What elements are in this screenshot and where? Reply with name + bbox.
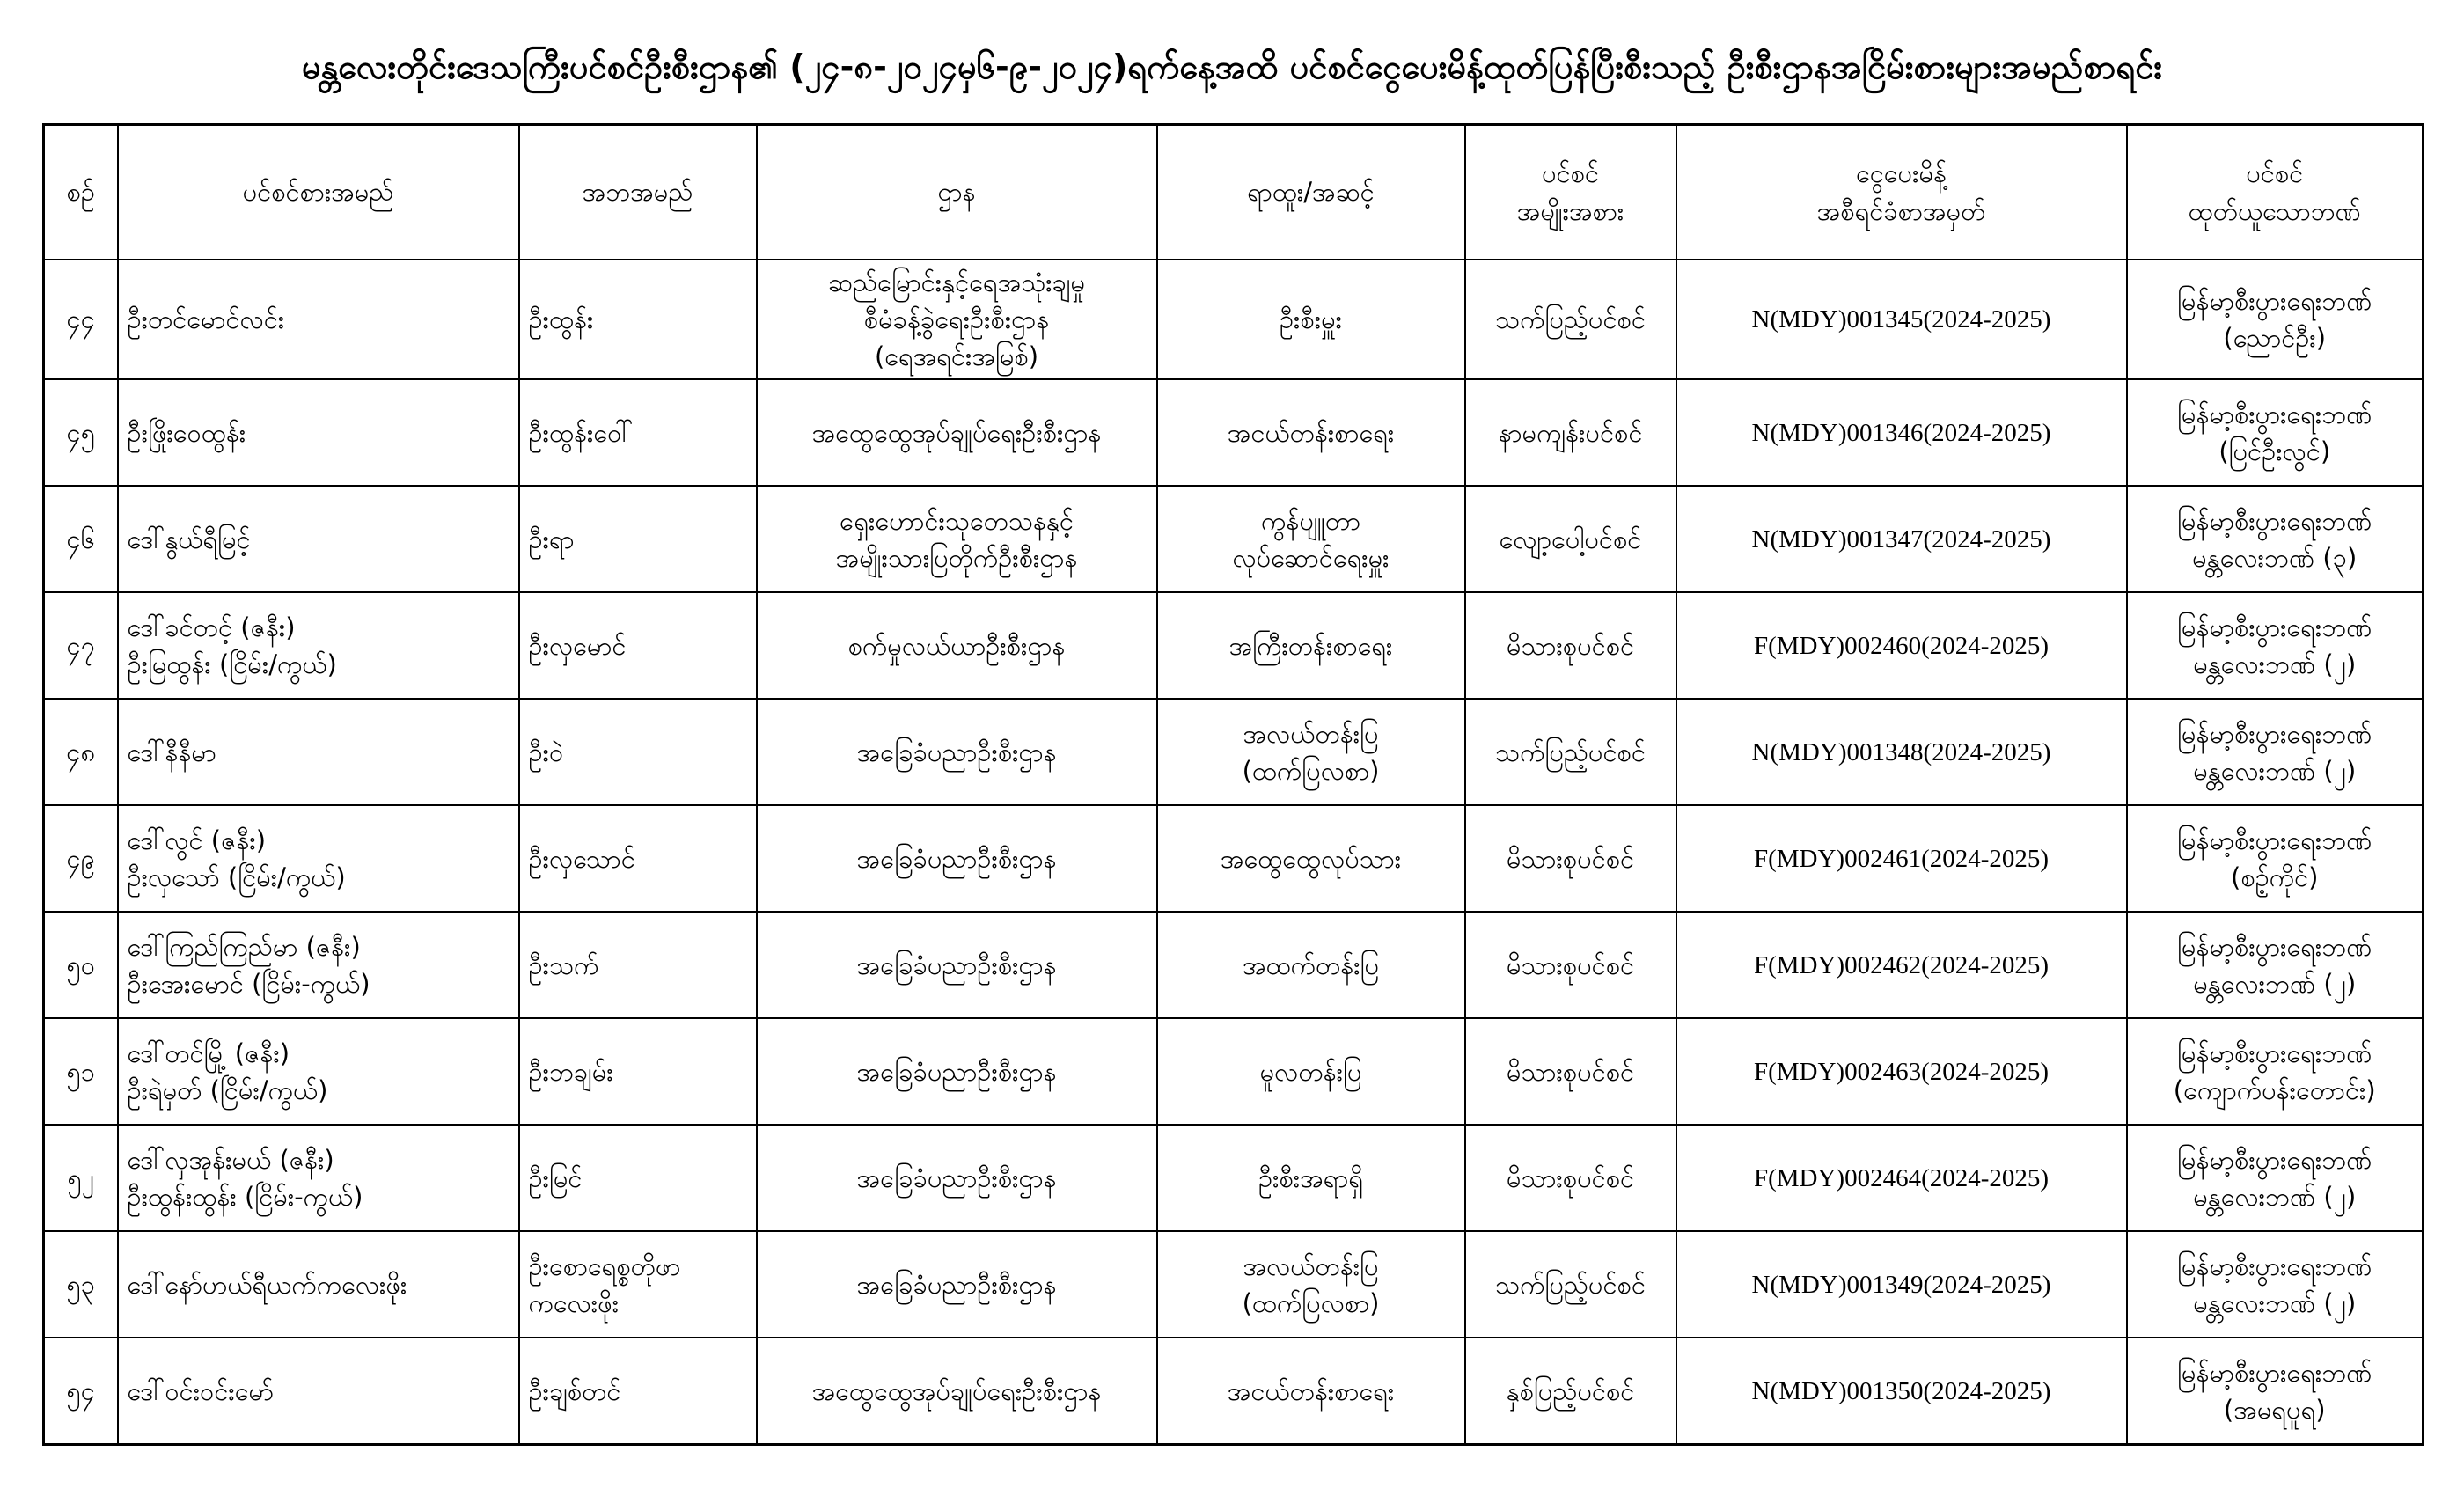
cell-pension-type xyxy=(1465,1125,1676,1231)
cell-pensioner-name xyxy=(118,486,519,592)
cell-father-name-line: ဦးထွန်းဝေါ် xyxy=(528,417,634,448)
header-report-number-line: ငွေပေးမိန့် xyxy=(1855,158,1947,189)
cell-bank xyxy=(2127,260,2424,379)
cell-department xyxy=(757,1338,1157,1445)
cell-bank xyxy=(2127,1338,2424,1445)
table-row xyxy=(44,1125,2424,1231)
cell-father-name xyxy=(519,486,757,592)
cell-pension-type-line: လျော့ပေါ့ပင်စင် xyxy=(1499,524,1642,554)
cell-bank-line: မြန်မာ့စီးပွားရေးဘဏ် xyxy=(2177,825,2372,855)
cell-bank-line: မြန်မာ့စီးပွားရေးဘဏ် xyxy=(2177,399,2372,429)
cell-father-name-line: ဦးဝဲ xyxy=(528,737,564,767)
cell-number: ၄၄ xyxy=(44,260,118,379)
cell-pension-type-line: သက်ပြည့်ပင်စင် xyxy=(1495,737,1646,767)
cell-rank xyxy=(1157,1338,1465,1445)
cell-report-number: N(MDY)001348(2024-2025) xyxy=(1676,699,2127,805)
cell-bank xyxy=(2127,1231,2424,1338)
cell-pension-type xyxy=(1465,486,1676,592)
cell-father-name-line: ကလေးဖိုး xyxy=(528,1287,620,1318)
cell-department-line: ဆည်မြောင်းနှင့်ရေအသုံးချမှု xyxy=(827,268,1086,297)
cell-department xyxy=(757,260,1157,379)
cell-bank-line: မန္တလေးဘဏ် (၂) xyxy=(2193,755,2357,786)
cell-department xyxy=(757,486,1157,592)
header-father: အဘအမည် xyxy=(519,125,757,260)
cell-bank-line: (စဉ့်ကိုင်) xyxy=(2231,862,2319,892)
cell-bank-line: မန္တလေးဘဏ် (၃) xyxy=(2192,542,2358,573)
cell-report-number: N(MDY)001350(2024-2025) xyxy=(1676,1338,2127,1445)
cell-department-line: အခြေခံပညာဦးစီးဌာန xyxy=(856,1056,1057,1087)
cell-number: ၅၀ xyxy=(44,912,118,1018)
cell-rank xyxy=(1157,486,1465,592)
cell-bank xyxy=(2127,805,2424,912)
cell-pensioner-name-line: ဒေါ်ဝင်းဝင်းမော် xyxy=(127,1375,275,1406)
cell-number: ၄၆ xyxy=(44,486,118,592)
cell-pension-type xyxy=(1465,805,1676,912)
cell-department-line: စီမံခန့်ခွဲရေးဦးစီးဌာန xyxy=(863,304,1050,335)
cell-department-line: စက်မှုလယ်ယာဦးစီးဌာန xyxy=(847,630,1066,661)
cell-department-line: (ရေအရင်းအမြစ်) xyxy=(874,341,1039,372)
cell-rank xyxy=(1157,1125,1465,1231)
cell-rank-line: အကြီးတန်းစာရေး xyxy=(1228,630,1393,661)
cell-pensioner-name xyxy=(118,1125,519,1231)
cell-department-line: အခြေခံပညာဦးစီးဌာန xyxy=(856,1162,1057,1193)
cell-number: ၄၇ xyxy=(44,592,118,699)
cell-bank-line: မြန်မာ့စီးပွားရေးဘဏ် xyxy=(2177,612,2372,642)
cell-rank xyxy=(1157,805,1465,912)
cell-report-number: N(MDY)001349(2024-2025) xyxy=(1676,1231,2127,1338)
cell-department xyxy=(757,592,1157,699)
cell-bank-line: မန္တလေးဘဏ် (၂) xyxy=(2193,1181,2357,1212)
cell-rank xyxy=(1157,699,1465,805)
cell-department xyxy=(757,699,1157,805)
cell-pensioner-name-line: ဒေါ်နော်ဟယ်ရီယက်ကလေးဖိုး xyxy=(127,1269,407,1300)
table-row xyxy=(44,260,2424,379)
cell-department-line: အခြေခံပညာဦးစီးဌာန xyxy=(856,1269,1057,1300)
cell-pension-type xyxy=(1465,699,1676,805)
cell-pensioner-name xyxy=(118,1018,519,1125)
cell-bank xyxy=(2127,1125,2424,1231)
cell-department-line: အထွေထွေအုပ်ချုပ်ရေးဦးစီးဌာန xyxy=(811,417,1102,448)
cell-number: ၅၄ xyxy=(44,1338,118,1445)
cell-report-number: N(MDY)001347(2024-2025) xyxy=(1676,486,2127,592)
cell-number: ၄၉ xyxy=(44,805,118,912)
cell-bank-line: မြန်မာ့စီးပွားရေးဘဏ် xyxy=(2177,1144,2372,1175)
cell-rank-line: အလယ်တန်းပြ xyxy=(1243,718,1379,749)
cell-bank-line: မန္တလေးဘဏ် (၂) xyxy=(2193,649,2357,679)
cell-pension-type-line: မိသားစုပင်စင် xyxy=(1506,1056,1635,1087)
cell-number: ၅၂ xyxy=(44,1125,118,1231)
cell-report-number: F(MDY)002462(2024-2025) xyxy=(1676,912,2127,1018)
cell-report-number: F(MDY)002464(2024-2025) xyxy=(1676,1125,2127,1231)
cell-pension-type xyxy=(1465,592,1676,699)
cell-pensioner-name-line: ဒေါ်နီနီမာ xyxy=(127,737,216,767)
cell-rank xyxy=(1157,1231,1465,1338)
cell-father-name xyxy=(519,260,757,379)
cell-rank-line: အငယ်တန်းစာရေး xyxy=(1227,417,1395,448)
cell-father-name xyxy=(519,1231,757,1338)
cell-father-name-line: ဦးမြင် xyxy=(528,1162,583,1193)
cell-department xyxy=(757,1018,1157,1125)
cell-rank-line: (ထက်ပြလစာ) xyxy=(1242,1287,1380,1318)
cell-department xyxy=(757,379,1157,486)
cell-rank-line: အထက်တန်းပြ xyxy=(1242,950,1380,980)
cell-report-number: N(MDY)001346(2024-2025) xyxy=(1676,379,2127,486)
cell-father-name-line: ဦးသက် xyxy=(528,950,599,980)
cell-father-name xyxy=(519,1338,757,1445)
cell-father-name-line: ဦးစောရေစ္စတိုဖာ xyxy=(528,1250,681,1281)
cell-department-line: အခြေခံပညာဦးစီးဌာန xyxy=(856,843,1057,874)
cell-pension-type xyxy=(1465,1231,1676,1338)
cell-pensioner-name-line: ဦးရဲမှတ် (ငြိမ်း/ကွယ်) xyxy=(127,1074,328,1105)
cell-pension-type-line: နာမကျန်းပင်စင် xyxy=(1498,417,1643,448)
cell-pensioner-name-line: ဒေါ်ခင်တင့် (ဇနီး) xyxy=(127,612,296,642)
cell-bank-line: (ပြင်ဦးလွင်) xyxy=(2218,436,2331,466)
cell-pensioner-name-line: ဦးဖြိုးဝေထွန်း xyxy=(127,417,246,448)
cell-pension-type-line: မိသားစုပင်စင် xyxy=(1506,843,1635,874)
cell-bank-line: မန္တလေးဘဏ် (၂) xyxy=(2193,1287,2357,1318)
cell-bank xyxy=(2127,486,2424,592)
cell-department xyxy=(757,805,1157,912)
cell-rank xyxy=(1157,912,1465,1018)
cell-bank-line: (ကျောက်ပန်းတောင်း) xyxy=(2173,1074,2376,1105)
cell-pensioner-name xyxy=(118,805,519,912)
cell-pensioner-name xyxy=(118,912,519,1018)
cell-bank-line: မြန်မာ့စီးပွားရေးဘဏ် xyxy=(2177,1357,2372,1388)
cell-bank xyxy=(2127,592,2424,699)
cell-department-line: ရှေးဟောင်းသုတေသနနှင့် xyxy=(840,505,1074,536)
cell-rank-line: လုပ်ဆောင်ရေးမှူး xyxy=(1232,542,1390,573)
header-pension-type-line: အမျိုးအစား xyxy=(1516,195,1624,226)
table-header-row xyxy=(44,125,2424,260)
cell-department-line: အထွေထွေအုပ်ချုပ်ရေးဦးစီးဌာန xyxy=(811,1375,1102,1406)
cell-pensioner-name xyxy=(118,699,519,805)
header-rank: ရာထူး/အဆင့် xyxy=(1157,125,1465,260)
cell-bank-line: (အမရပူရ) xyxy=(2223,1394,2326,1425)
cell-father-name xyxy=(519,1018,757,1125)
header-bank-line: ပင်စင် xyxy=(2246,158,2304,189)
cell-pension-type-line: နှစ်ပြည့်ပင်စင် xyxy=(1506,1375,1635,1406)
table-row xyxy=(44,592,2424,699)
cell-department xyxy=(757,912,1157,1018)
cell-rank-line: (ထက်ပြလစာ) xyxy=(1242,755,1380,786)
cell-pensioner-name-line: ဦးလှသော် (ငြိမ်း/ကွယ်) xyxy=(127,862,346,892)
table-row xyxy=(44,486,2424,592)
table-row xyxy=(44,1231,2424,1338)
cell-bank-line: မြန်မာ့စီးပွားရေးဘဏ် xyxy=(2177,286,2372,317)
pension-table xyxy=(42,123,2424,1446)
cell-rank-line: အထွေထွေလုပ်သား xyxy=(1220,843,1402,874)
cell-pensioner-name-line: ဦးထွန်းထွန်း (ငြိမ်း-ကွယ်) xyxy=(127,1181,363,1212)
cell-rank xyxy=(1157,260,1465,379)
cell-pension-type xyxy=(1465,260,1676,379)
cell-father-name xyxy=(519,805,757,912)
cell-department-line: အမျိုးသားပြတိုက်ဦးစီးဌာန xyxy=(835,542,1078,573)
cell-bank-line: မြန်မာ့စီးပွားရေးဘဏ် xyxy=(2177,505,2372,536)
cell-pensioner-name xyxy=(118,1338,519,1445)
cell-pension-type-line: သက်ပြည့်ပင်စင် xyxy=(1495,304,1646,335)
cell-pensioner-name xyxy=(118,260,519,379)
cell-rank-line: အလယ်တန်းပြ xyxy=(1243,1250,1379,1281)
cell-father-name-line: ဦးထွန်း xyxy=(528,304,594,335)
header-department: ဌာန xyxy=(757,125,1157,260)
cell-department-line: အခြေခံပညာဦးစီးဌာန xyxy=(856,737,1057,767)
cell-pension-type-line: မိသားစုပင်စင် xyxy=(1506,950,1635,980)
cell-father-name-line: ဦးလှမောင် xyxy=(528,630,627,661)
table-row xyxy=(44,805,2424,912)
cell-number: ၄၅ xyxy=(44,379,118,486)
cell-number: ၅၃ xyxy=(44,1231,118,1338)
cell-rank xyxy=(1157,1018,1465,1125)
cell-pension-type-line: မိသားစုပင်စင် xyxy=(1506,630,1635,661)
cell-bank xyxy=(2127,379,2424,486)
cell-bank-line: မြန်မာ့စီးပွားရေးဘဏ် xyxy=(2177,931,2372,962)
cell-rank-line: အငယ်တန်းစာရေး xyxy=(1227,1375,1395,1406)
cell-bank xyxy=(2127,912,2424,1018)
cell-report-number: N(MDY)001345(2024-2025) xyxy=(1676,260,2127,379)
table-row xyxy=(44,379,2424,486)
cell-rank-line: ဦးစီးအရာရှိ xyxy=(1258,1162,1363,1193)
cell-father-name-line: ဦးလှသောင် xyxy=(528,843,635,874)
cell-father-name xyxy=(519,699,757,805)
cell-father-name xyxy=(519,379,757,486)
cell-rank-line: ကွန်ပျူတာ xyxy=(1260,505,1361,536)
header-num: စဉ် xyxy=(44,125,118,260)
table-row xyxy=(44,1338,2424,1445)
cell-bank-line: မန္တလေးဘဏ် (၂) xyxy=(2193,968,2357,999)
cell-department xyxy=(757,1125,1157,1231)
cell-pensioner-name-line: ဒေါ်လှအုန်းမယ် (ဇနီး) xyxy=(127,1144,334,1175)
cell-father-name-line: ဦးရာ xyxy=(528,524,575,554)
cell-pension-type-line: မိသားစုပင်စင် xyxy=(1506,1162,1635,1193)
cell-pensioner-name xyxy=(118,379,519,486)
header-bank-line: ထုတ်ယူသောဘဏ် xyxy=(2188,195,2361,226)
cell-bank-line: (ညောင်ဦး) xyxy=(2223,323,2327,354)
cell-pensioner-name-line: ဦးတင်မောင်လင်း xyxy=(127,304,285,335)
cell-pension-type-line: သက်ပြည့်ပင်စင် xyxy=(1495,1269,1646,1300)
cell-number: ၄၈ xyxy=(44,699,118,805)
cell-father-name-line: ဦးဘချမ်း xyxy=(528,1056,613,1087)
cell-department xyxy=(757,1231,1157,1338)
cell-father-name xyxy=(519,592,757,699)
header-pension-type xyxy=(1465,125,1676,260)
cell-father-name xyxy=(519,1125,757,1231)
cell-number: ၅၁ xyxy=(44,1018,118,1125)
cell-report-number: F(MDY)002461(2024-2025) xyxy=(1676,805,2127,912)
cell-pensioner-name-line: ဒေါ်နွယ်ရီမြင့် xyxy=(127,524,251,554)
cell-bank-line: မြန်မာ့စီးပွားရေးဘဏ် xyxy=(2177,1038,2372,1068)
cell-rank-line: ဦးစီးမှူး xyxy=(1279,304,1343,335)
table-row xyxy=(44,912,2424,1018)
cell-pensioner-name xyxy=(118,592,519,699)
table-row xyxy=(44,699,2424,805)
header-report-number-line: အစီရင်ခံစာအမှတ် xyxy=(1816,195,1986,226)
cell-report-number: F(MDY)002463(2024-2025) xyxy=(1676,1018,2127,1125)
page-title: မန္တလေးတိုင်းဒေသကြီးပင်စင်ဦးစီးဌာန၏ (၂၄-၈-၂၀၂၄မှ၆-၉-၂၀၂၄)ရက်နေ့အထိ ပင်စင်ငွေပေးမိန့်ထုတ်ပြန်ပြီးစီးသည့် ဦးစီးဌာနအငြိမ်းစားများအမည်စာရင်း xyxy=(301,48,2163,86)
cell-bank xyxy=(2127,699,2424,805)
cell-pension-type xyxy=(1465,1338,1676,1445)
header-bank xyxy=(2127,125,2424,260)
cell-pensioner-name-line: ဒေါ်တင်မြို့ (ဇနီး) xyxy=(127,1038,290,1068)
cell-pensioner-name-line: ဦးမြထွန်း (ငြိမ်း/ကွယ်) xyxy=(127,649,337,679)
cell-pensioner-name-line: ဦးအေးမောင် (ငြိမ်း-ကွယ်) xyxy=(127,968,370,999)
cell-rank xyxy=(1157,379,1465,486)
header-report-number xyxy=(1676,125,2127,260)
cell-pension-type xyxy=(1465,379,1676,486)
cell-pensioner-name-line: ဒေါ်လွင် (ဇနီး) xyxy=(127,825,267,855)
cell-department-line: အခြေခံပညာဦးစီးဌာန xyxy=(856,950,1057,980)
cell-father-name-line: ဦးချစ်တင် xyxy=(528,1375,621,1406)
cell-bank xyxy=(2127,1018,2424,1125)
header-name: ပင်စင်စားအမည် xyxy=(118,125,519,260)
cell-pension-type xyxy=(1465,1018,1676,1125)
cell-pensioner-name xyxy=(118,1231,519,1338)
cell-bank-line: မြန်မာ့စီးပွားရေးဘဏ် xyxy=(2177,1250,2372,1281)
cell-father-name xyxy=(519,912,757,1018)
cell-rank xyxy=(1157,592,1465,699)
cell-bank-line: မြန်မာ့စီးပွားရေးဘဏ် xyxy=(2177,718,2372,749)
cell-pension-type xyxy=(1465,912,1676,1018)
cell-pensioner-name-line: ဒေါ်ကြည်ကြည်မာ (ဇနီး) xyxy=(127,931,361,962)
table-row xyxy=(44,1018,2424,1125)
cell-report-number: F(MDY)002460(2024-2025) xyxy=(1676,592,2127,699)
header-pension-type-line: ပင်စင် xyxy=(1541,158,1600,189)
cell-rank-line: မူလတန်းပြ xyxy=(1259,1056,1362,1087)
